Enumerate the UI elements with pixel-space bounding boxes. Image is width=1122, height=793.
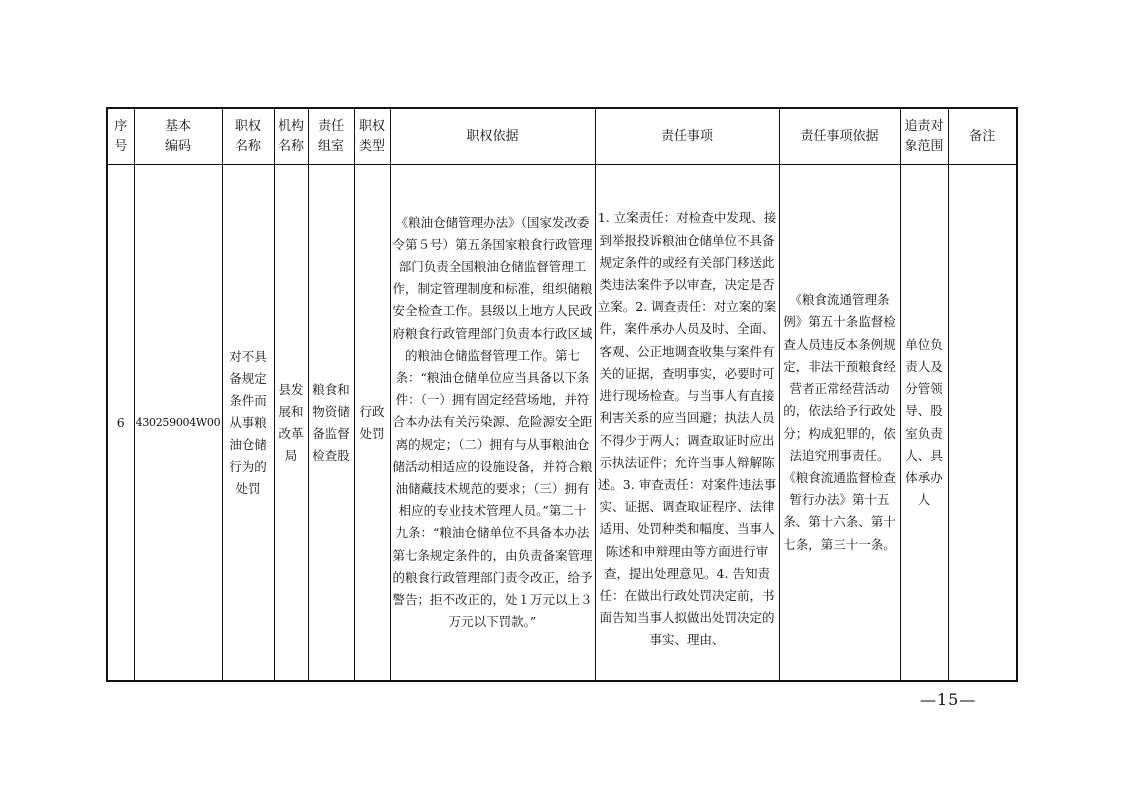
header-office: 责任 组室: [308, 108, 354, 165]
cell-duty-basis: 《粮食流通管理条例》第五十条监督检查人员违反本条例规定，非法干预粮食经营者正常经营活动的，依法给予行政处分；构成犯罪的，依法追究刑事责任。《粮食流通监督检查暂行办法》第十五条、第十六条、第十七条，第三十一条。: [779, 165, 900, 682]
header-power-name: 职权 名称: [222, 108, 274, 165]
cell-power-type: 行政处罚: [354, 165, 390, 682]
cell-basis: 《粮油仓储管理办法》（国家发改委令第５号）第五条国家粮食行政管理部门负责全国粮油仓储监督管理工作，制定管理制度和标准，组织储粮安全检查工作。县级以上地方人民政府粮食行政管理部门负责本行政区域的粮油仓储监督管理工作。第七条：“粮油仓储单位应当具备以下条件：（一）拥有固定经营场地，并符合本办法有关污染源、危险源安全距离的规定；（二）拥有与从事粮油仓储活动相适应的设施设备，并符合粮油储藏技术规范的要求；（三）拥有相应的专业技术管理人员。”第二十九条：“粮油仓储单位不具备本办法第七条规定条件的，由负责备案管理的粮食行政管理部门责令改正，给予警告；拒不改正的，处１万元以上３万元以下罚款。”: [390, 165, 595, 682]
page-number: —15—: [920, 690, 977, 709]
cell-office: 粮食和物资储备监督检查股: [308, 165, 354, 682]
cell-agency: 县发展和改革局: [274, 165, 308, 682]
responsibility-table: [106, 107, 1018, 682]
header-agency: 机构 名称: [274, 108, 308, 165]
header-duty-basis: 责任事项依据: [779, 108, 900, 165]
header-accountability: 追责对 象范围: [900, 108, 948, 165]
header-basis: 职权依据: [390, 108, 595, 165]
header-duties: 责任事项: [595, 108, 779, 165]
table-row: [107, 165, 1017, 682]
cell-seq: 6: [107, 165, 134, 682]
header-remarks: 备注: [948, 108, 1017, 165]
cell-remarks: [948, 165, 1017, 682]
cell-duties: 1. 立案责任：对检查中发现、接到举报投诉粮油仓储单位不具备规定条件的或经有关部门移送此类违法案件予以审查，决定是否立案。2. 调查责任：对立案的案件，案件承办人员及时、全面、客观、公正地调查收集与案件有关的证据，查明事实，必要时可进行现场检查。与当事人有直接利害关系的应当回避；执法人员不得少于两人；调查取证时应出示执法证件；允许当事人辩解陈述。3. 审查责任：对案件违法事实、证据、调查取证程序、法律适用、处罚种类和幅度、当事人陈述和申辩理由等方面进行审查，提出处理意见。4. 告知责任：在做出行政处罚决定前，书面告知当事人拟做出处罚决定的事实、理由、: [595, 165, 779, 682]
header-code: 基本 编码: [134, 108, 222, 165]
table-header-row: [107, 108, 1017, 165]
cell-accountability: 单位负责人及分管领导、股室负责人、具体承办人: [900, 165, 948, 682]
cell-code: 430259004W00: [134, 165, 222, 682]
header-power-type: 职权 类型: [354, 108, 390, 165]
header-seq: 序 号: [107, 108, 134, 165]
cell-power-name: 对不具备规定条件而从事粮油仓储行为的处罚: [222, 165, 274, 682]
